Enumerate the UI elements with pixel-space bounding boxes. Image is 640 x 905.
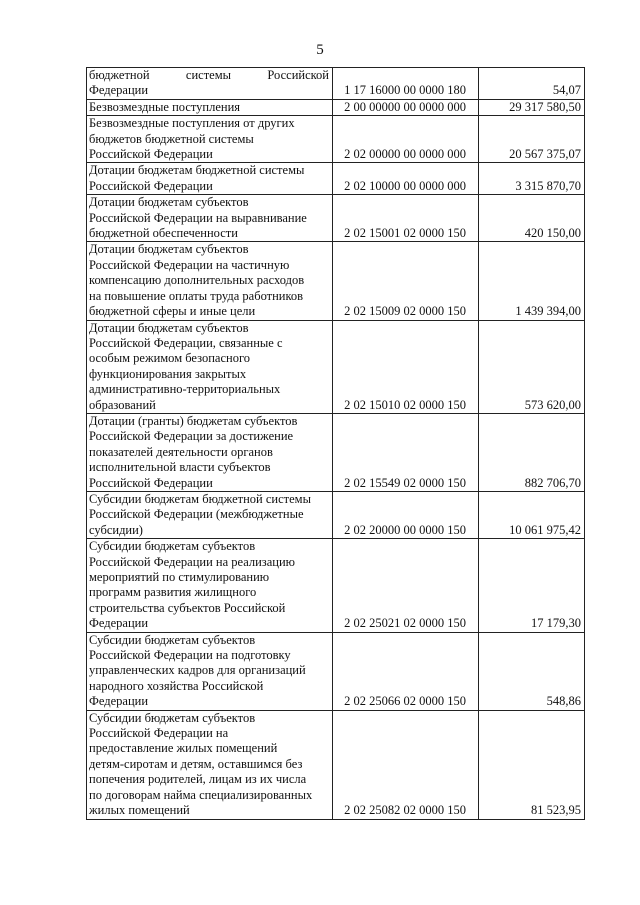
- revenue-name-line: Субсидии бюджетам субъектов: [89, 539, 256, 554]
- table-row: [87, 632, 585, 710]
- revenue-name-line: Российской Федерации на реализацию: [89, 554, 295, 569]
- amount-cell: 20 567 375,07: [479, 116, 585, 163]
- budget-code-cell: 2 02 25066 02 0000 150: [333, 632, 479, 710]
- revenue-name-line: исполнительной власти субъектов: [89, 460, 271, 475]
- revenue-name-cell: [87, 163, 333, 195]
- revenue-name-line: бюджетной обеспеченности: [89, 226, 238, 241]
- amount-cell: 573 620,00: [479, 320, 585, 413]
- revenue-name-line: Безвозмездные поступления от других: [89, 116, 295, 131]
- table-row: [87, 195, 585, 242]
- revenue-name-line: Дотации бюджетам субъектов: [89, 242, 249, 257]
- amount-cell: 548,86: [479, 632, 585, 710]
- revenue-name-cell: [87, 320, 333, 413]
- budget-code-cell: 2 02 25021 02 0000 150: [333, 539, 479, 632]
- table-row: [87, 320, 585, 413]
- revenue-name-cell: [87, 116, 333, 163]
- table-row: [87, 68, 585, 100]
- budget-code-cell: 2 02 15010 02 0000 150: [333, 320, 479, 413]
- revenue-name-line: на повышение оплаты труда работников: [89, 288, 304, 303]
- table-row: [87, 242, 585, 320]
- table-row: [87, 116, 585, 163]
- amount-cell: 882 706,70: [479, 413, 585, 491]
- revenue-name-line: функционирования закрытых: [89, 366, 247, 381]
- revenue-name-line: Дотации (гранты) бюджетам субъектов: [89, 413, 298, 428]
- revenue-name-line: жилых помещений: [89, 803, 190, 818]
- revenue-name-line: Российской Федерации на подготовку: [89, 648, 291, 663]
- table-row: [87, 413, 585, 491]
- revenue-name-cell: [87, 242, 333, 320]
- revenue-name-line: детям-сиротам и детям, оставшимся без: [89, 756, 303, 771]
- table-row: [87, 99, 585, 115]
- revenue-name-line: Субсидии бюджетам бюджетной системы: [89, 491, 311, 506]
- revenue-name-line: Субсидии бюджетам субъектов: [89, 710, 256, 725]
- page-number: 5: [316, 42, 324, 58]
- table-body: [87, 68, 585, 820]
- revenue-name-line: Федерации: [89, 83, 149, 98]
- amount-cell: 81 523,95: [479, 710, 585, 819]
- amount-cell: 10 061 975,42: [479, 491, 585, 538]
- revenue-name-cell: [87, 68, 333, 100]
- table-row: [87, 163, 585, 195]
- budget-code-cell: 2 02 20000 00 0000 150: [333, 491, 479, 538]
- amount-cell: 3 315 870,70: [479, 163, 585, 195]
- revenue-name-line: Безвозмездные поступления: [89, 99, 241, 114]
- budget-code-cell: 2 02 10000 00 0000 000: [333, 163, 479, 195]
- revenue-name-line: особым режимом безопасного: [89, 351, 251, 366]
- amount-cell: 420 150,00: [479, 195, 585, 242]
- revenue-name-line: Дотации бюджетам субъектов: [89, 320, 249, 335]
- revenue-name-line: Российской Федерации на: [89, 726, 229, 741]
- budget-revenue-table: [86, 67, 585, 820]
- revenue-name-line: компенсацию дополнительных расходов: [89, 273, 305, 288]
- revenue-name-line: образований: [89, 397, 156, 412]
- revenue-name-line: Российской Федерации, связанные с: [89, 335, 283, 350]
- revenue-name-line: Российской Федерации: [89, 147, 213, 162]
- budget-code-cell: 2 02 15009 02 0000 150: [333, 242, 479, 320]
- revenue-name-cell: [87, 710, 333, 819]
- revenue-name-line: мероприятий по стимулированию: [89, 570, 270, 584]
- revenue-name-line: бюджетной системы Российской: [89, 68, 329, 82]
- budget-code-cell: 2 02 25082 02 0000 150: [333, 710, 479, 819]
- table-row: [87, 710, 585, 819]
- revenue-name-line: Федерации: [89, 616, 149, 631]
- budget-code-cell: 2 02 15001 02 0000 150: [333, 195, 479, 242]
- revenue-name-line: Российской Федерации на выравнивание: [89, 210, 307, 225]
- revenue-name-line: строительства субъектов Российской: [89, 600, 286, 615]
- revenue-name-cell: [87, 195, 333, 242]
- budget-code-cell: 2 02 00000 00 0000 000: [333, 116, 479, 163]
- amount-cell: 1 439 394,00: [479, 242, 585, 320]
- revenue-name-line: Российской Федерации (межбюджетные: [89, 507, 304, 522]
- amount-cell: 29 317 580,50: [479, 99, 585, 115]
- budget-code-cell: 1 17 16000 00 0000 180: [333, 68, 479, 100]
- revenue-name-cell: [87, 539, 333, 632]
- revenue-name-line: Российской Федерации на частичную: [89, 257, 290, 272]
- revenue-name-line: управленческих кадров для организаций: [89, 663, 306, 678]
- revenue-name-line: по договорам найма специализированных: [89, 787, 313, 802]
- revenue-name-line: программ развития жилищного: [89, 585, 257, 600]
- budget-code-cell: 2 02 15549 02 0000 150: [333, 413, 479, 491]
- revenue-name-cell: [87, 491, 333, 538]
- revenue-name-line: Дотации бюджетам бюджетной системы: [89, 163, 305, 178]
- amount-cell: 17 179,30: [479, 539, 585, 632]
- table-row: [87, 491, 585, 538]
- revenue-name-line: предоставление жилых помещений: [89, 741, 278, 756]
- revenue-name-line: показателей деятельности органов: [89, 444, 273, 459]
- revenue-name-line: административно-территориальных: [89, 382, 281, 397]
- revenue-name-line: народного хозяйства Российской: [89, 678, 264, 693]
- revenue-name-line: Российской Федерации: [89, 178, 213, 193]
- revenue-name-cell: [87, 413, 333, 491]
- budget-code-cell: 2 00 00000 00 0000 000: [333, 99, 479, 115]
- revenue-name-line: бюджетной сферы и иные цели: [89, 304, 256, 319]
- revenue-name-line: субсидии): [89, 522, 143, 537]
- revenue-name-line: Федерации: [89, 694, 149, 709]
- revenue-name-line: Субсидии бюджетам субъектов: [89, 632, 256, 647]
- table-row: [87, 539, 585, 632]
- revenue-name-line: Российской Федерации за достижение: [89, 429, 294, 444]
- revenue-name-line: Российской Федерации: [89, 475, 213, 490]
- revenue-name-line: бюджетов бюджетной системы: [89, 131, 254, 146]
- revenue-name-line: попечения родителей, лицам из их числа: [89, 772, 307, 787]
- revenue-name-cell: [87, 99, 333, 115]
- amount-cell: 54,07: [479, 68, 585, 100]
- revenue-name-cell: [87, 632, 333, 710]
- revenue-name-line: Дотации бюджетам субъектов: [89, 195, 249, 210]
